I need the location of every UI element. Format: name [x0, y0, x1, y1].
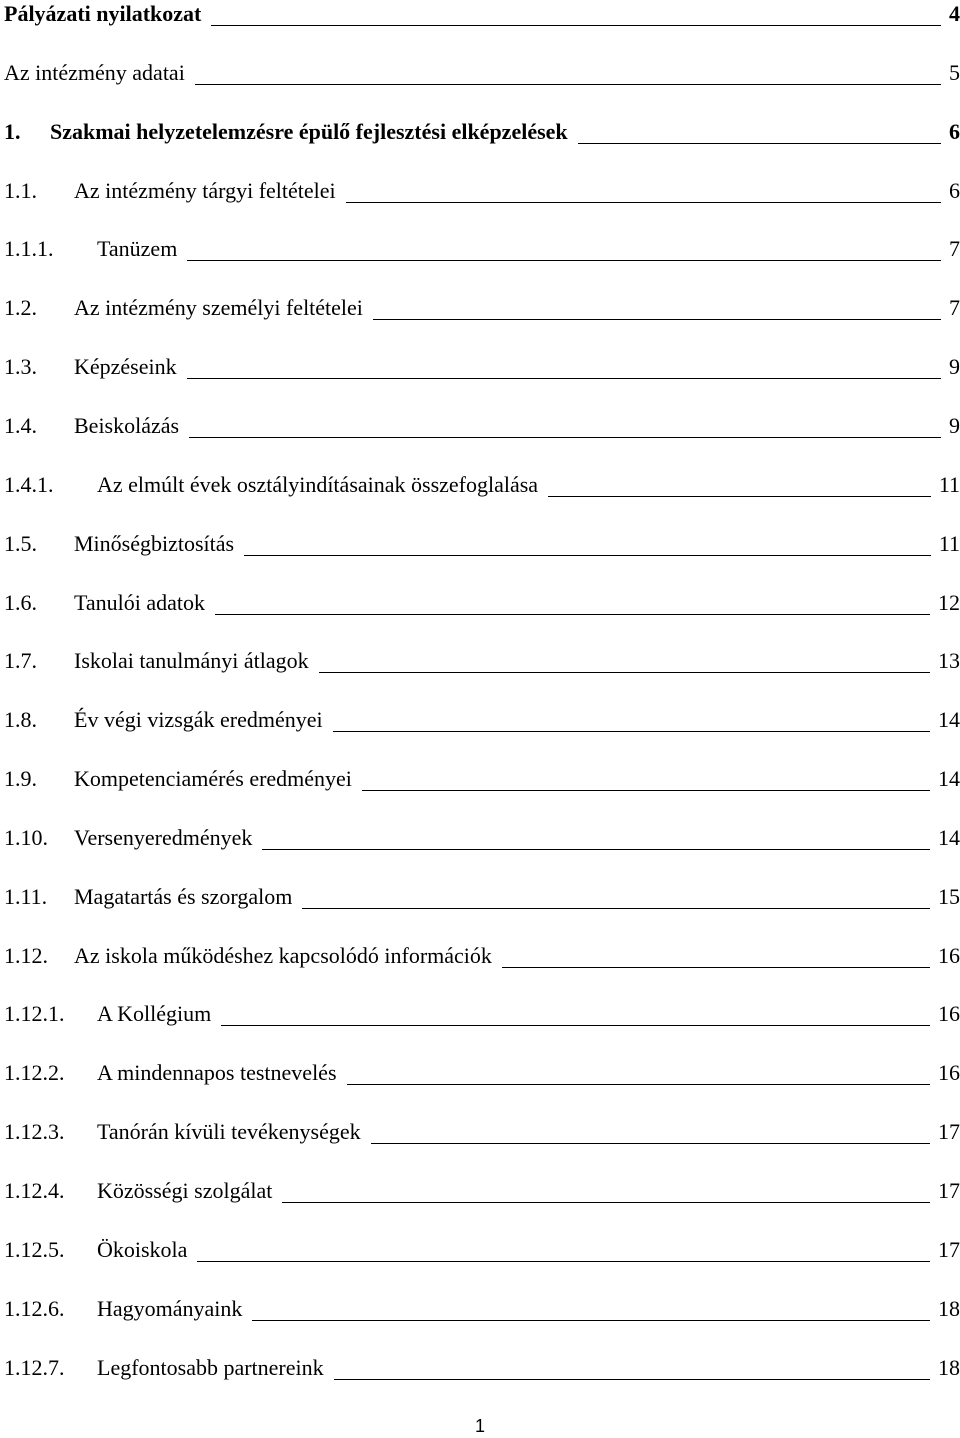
toc-entry-number: 1.5. — [4, 530, 37, 556]
toc-entry-title: Tanüzem — [97, 236, 178, 262]
toc-entry-number: 1.12.7. — [4, 1354, 65, 1380]
toc-entry-title: Minőségbiztosítás — [74, 530, 235, 556]
toc-entry-page: 11 — [938, 530, 960, 556]
toc-entry[interactable] — [0, 999, 960, 1029]
toc-leader-line — [197, 1261, 930, 1262]
toc-leader-line — [195, 84, 941, 85]
toc-entry-page: 7 — [949, 295, 960, 321]
toc-entry-page: 11 — [938, 471, 960, 497]
toc-entry-number: 1.10. — [4, 824, 48, 850]
page-number: 1 — [474, 1416, 485, 1436]
toc-leader-line — [371, 1143, 930, 1144]
toc-leader-line — [211, 25, 941, 26]
toc-entry-title: Tanórán kívüli tevékenységek — [97, 1119, 361, 1145]
toc-leader-line — [373, 319, 941, 320]
toc-entry[interactable] — [0, 293, 960, 323]
toc-entry[interactable] — [0, 823, 960, 853]
toc-entry-title: Az intézmény tárgyi feltételei — [74, 177, 336, 203]
toc-leader-line — [244, 555, 931, 556]
toc-leader-line — [187, 378, 941, 379]
toc-leader-line — [187, 260, 941, 261]
toc-entry-number: 1.12.1. — [4, 1001, 65, 1027]
toc-leader-line — [262, 849, 930, 850]
toc-entry-page: 6 — [949, 177, 960, 203]
toc-leader-line — [252, 1320, 930, 1321]
toc-entry-page: 14 — [938, 824, 960, 850]
toc-entry-title: Hagyományaink — [97, 1295, 243, 1321]
toc-leader-line — [282, 1202, 930, 1203]
toc-entry-page: 16 — [938, 1001, 960, 1027]
toc-leader-line — [189, 437, 941, 438]
toc-entry-page: 12 — [938, 589, 960, 615]
toc-entry-page: 6 — [949, 118, 960, 144]
toc-leader-line — [548, 496, 931, 497]
toc-entry-title: Iskolai tanulmányi átlagok — [74, 648, 309, 674]
toc-leader-line — [347, 1084, 930, 1085]
toc-entry[interactable] — [0, 411, 960, 441]
toc-entry-number: 1.11. — [4, 883, 48, 909]
toc-entry[interactable] — [0, 1117, 960, 1147]
toc-entry[interactable] — [0, 1058, 960, 1088]
toc-entry-title: Kompetenciamérés eredményei — [74, 766, 352, 792]
toc-entry-number: 1.4. — [4, 412, 37, 438]
toc-entry-title: Versenyeredmények — [74, 824, 253, 850]
toc-entry-title: Szakmai helyzetelemzésre épülő fejlesztési elképzelések — [50, 118, 568, 144]
toc-entry-number: 1.12.6. — [4, 1295, 65, 1321]
toc-entry-page: 16 — [938, 942, 960, 968]
toc-entry-page: 5 — [949, 59, 960, 85]
toc-entry-title: Pályázati nyilatkozat — [4, 1, 202, 26]
toc-leader-line — [502, 967, 930, 968]
toc-entry-number: 1.1.1. — [4, 236, 54, 262]
toc-leader-line — [333, 731, 930, 732]
toc-entry-number: 1.6. — [4, 589, 37, 615]
toc-entry-page: 13 — [938, 648, 960, 674]
toc-entry[interactable] — [0, 588, 960, 618]
toc-entry-page: 16 — [938, 1060, 960, 1086]
toc-entry-title: Az intézmény adatai — [4, 59, 185, 85]
toc-entry[interactable] — [0, 234, 960, 264]
toc-entry-title: Közösségi szolgálat — [97, 1178, 273, 1203]
toc-entry-page: 14 — [938, 766, 960, 792]
toc-leader-line — [221, 1025, 930, 1026]
toc-leader-line — [302, 908, 930, 909]
toc-entry-number: 1.12.5. — [4, 1236, 65, 1262]
toc-entry[interactable] — [0, 764, 960, 794]
toc-entry-number: 1.12. — [4, 942, 48, 968]
toc-entry-page: 7 — [949, 236, 960, 262]
toc-entry[interactable] — [0, 705, 960, 735]
toc-entry-title: Év végi vizsgák eredményei — [74, 707, 323, 733]
toc-entry-page: 15 — [938, 883, 960, 909]
toc-entry-title: Az iskola működéshez kapcsolódó információk — [74, 942, 492, 968]
toc-entry-page: 18 — [938, 1295, 960, 1321]
toc-entry[interactable] — [0, 646, 960, 676]
toc-entry[interactable] — [0, 1294, 960, 1324]
toc-entry-title: Beiskolázás — [74, 412, 180, 438]
toc-entry-number: 1.12.2. — [4, 1060, 65, 1086]
toc-entry[interactable] — [0, 882, 960, 912]
toc-entry[interactable] — [0, 58, 960, 88]
toc-entry-number: 1.8. — [4, 707, 37, 733]
toc-entry-number: 1.3. — [4, 354, 37, 380]
toc-leader-line — [346, 202, 941, 203]
toc-entry[interactable] — [0, 941, 960, 971]
toc-entry[interactable] — [0, 1235, 960, 1265]
toc-entry-page: 9 — [949, 412, 960, 438]
toc-entry-title: Képzéseink — [74, 354, 177, 380]
toc-entry-title: Az elmúlt évek osztályindításainak összefoglalása — [97, 471, 539, 497]
toc-entry-title: Magatartás és szorgalom — [74, 883, 293, 909]
toc-entry-number: 1.12.4. — [4, 1178, 65, 1203]
toc-entry[interactable] — [0, 1353, 960, 1383]
toc-leader-line — [319, 672, 930, 673]
toc-entry-number: 1.4.1. — [4, 471, 54, 497]
toc-entry-number: 1. — [4, 118, 21, 144]
toc-entry-title: Tanulói adatok — [74, 589, 206, 615]
toc-entry[interactable] — [0, 176, 960, 206]
toc-entry-title: Ökoiskola — [97, 1236, 188, 1262]
toc-entry[interactable] — [0, 0, 960, 29]
toc-leader-line — [215, 614, 930, 615]
toc-entry-title: Legfontosabb partnereink — [97, 1354, 324, 1380]
toc-entry-title: A Kollégium — [97, 1001, 212, 1027]
toc-entry[interactable] — [0, 529, 960, 559]
toc-entry[interactable] — [0, 117, 960, 147]
toc-entry-number: 1.1. — [4, 177, 37, 203]
toc-leader-line — [334, 1379, 930, 1380]
toc-entry-page: 17 — [938, 1178, 960, 1203]
toc-entry-page: 4 — [949, 1, 960, 26]
toc-entry-page: 14 — [938, 707, 960, 733]
toc-entry-page: 17 — [938, 1236, 960, 1262]
toc-leader-line — [362, 790, 930, 791]
toc-entry-number: 1.2. — [4, 295, 37, 321]
toc-entry-number: 1.7. — [4, 648, 37, 674]
toc-entry[interactable] — [0, 470, 960, 500]
toc-entry-number: 1.12.3. — [4, 1119, 65, 1145]
toc-entry-number: 1.9. — [4, 766, 37, 792]
toc-entry[interactable] — [0, 352, 960, 382]
toc-entry-page: 18 — [938, 1354, 960, 1380]
toc-entry-title: A mindennapos testnevelés — [97, 1060, 337, 1086]
toc-entry[interactable] — [0, 1176, 960, 1206]
toc-entry-page: 17 — [938, 1119, 960, 1145]
toc-entry-title: Az intézmény személyi feltételei — [74, 295, 363, 321]
toc-entry-page: 9 — [949, 354, 960, 380]
toc-leader-line — [578, 143, 941, 144]
